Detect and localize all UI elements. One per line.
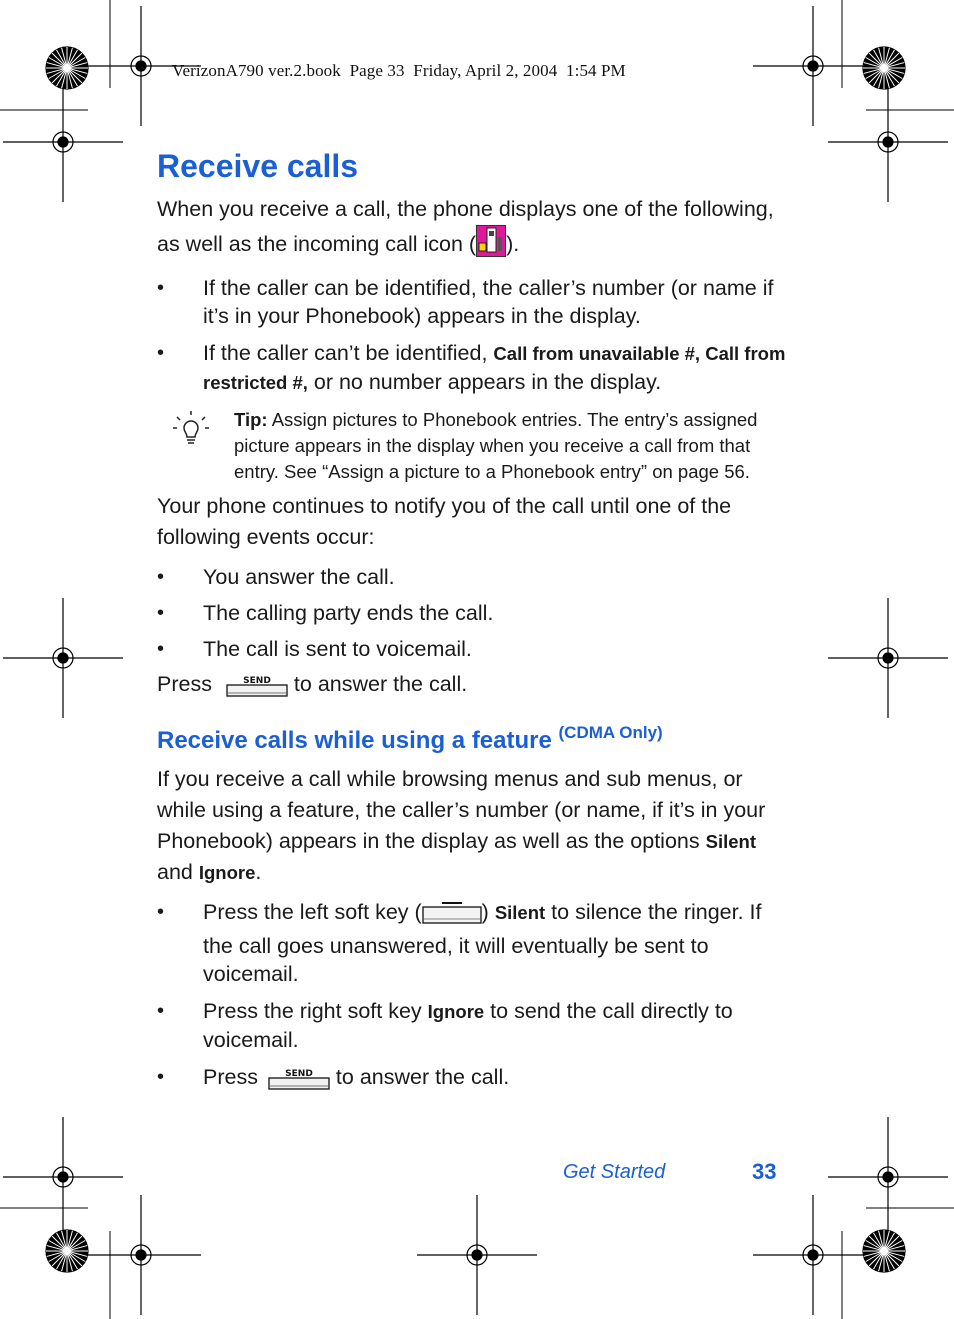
tip-label: Tip: bbox=[234, 409, 268, 430]
list-item-text-end: to send the call directly to voicemail. bbox=[203, 999, 733, 1052]
list-item bbox=[157, 274, 787, 330]
list-item bbox=[157, 339, 787, 397]
list-item-text-end: to answer the call. bbox=[329, 1065, 510, 1089]
footer-page-number: 33 bbox=[752, 1159, 777, 1184]
send-key-label: SEND bbox=[285, 1069, 313, 1079]
tip-box bbox=[157, 407, 787, 485]
page-body bbox=[157, 146, 787, 1097]
bullet: • bbox=[157, 638, 165, 660]
subheading bbox=[157, 718, 787, 756]
list-item-bold-text: Call from unavailable #, Call from restricted #, bbox=[203, 343, 786, 393]
registration-starburst bbox=[863, 47, 905, 89]
registration-crosshair bbox=[81, 1195, 201, 1315]
subheading-text: Receive calls while using a feature bbox=[157, 727, 559, 754]
footer-section-name: Get Started bbox=[563, 1161, 666, 1183]
list-item-text: Press the right soft key bbox=[203, 999, 428, 1023]
notify-paragraph: Your phone continues to notify you of the call until one of the following events occur: bbox=[157, 494, 732, 549]
list-item bbox=[157, 635, 787, 663]
send-key-icon bbox=[226, 675, 288, 706]
incoming-call-icon bbox=[476, 225, 506, 266]
registration-crosshair bbox=[828, 82, 948, 202]
registration-crosshair bbox=[417, 1195, 537, 1315]
ignore-option: Ignore bbox=[198, 862, 256, 883]
feature-actions-list bbox=[157, 898, 787, 1097]
intro-text: When you receive a call, the phone displays one of the following, as well as the incoming call icon ( bbox=[157, 197, 774, 256]
list-item-text-end: to silence the ringer. If the call goes unanswered, it will eventually be sent to voicemail. bbox=[203, 900, 762, 986]
send-key-label: SEND bbox=[243, 676, 271, 686]
feature-paragraph bbox=[157, 764, 787, 888]
press-text: Press bbox=[157, 672, 212, 696]
feature-text: If you receive a call while browsing menus and sub menus, or while using a feature, the caller’s number (or name, if it’s in your Phonebook) appears in the display as well as the options bbox=[157, 767, 766, 853]
send-key-icon bbox=[268, 1068, 330, 1097]
registration-crosshair bbox=[828, 598, 948, 718]
registration-crosshair bbox=[3, 1117, 123, 1237]
registration-crosshair bbox=[828, 1117, 948, 1237]
press-send-paragraph bbox=[157, 669, 787, 706]
list-item bbox=[157, 997, 787, 1054]
list-item-text-mid: ) bbox=[481, 900, 495, 924]
list-item bbox=[157, 1063, 787, 1097]
lightbulb-icon bbox=[171, 409, 211, 456]
list-item-text: The call is sent to voicemail. bbox=[203, 637, 472, 661]
list-item-text: If the caller can be identified, the caller’s number (or name if it’s in your Phonebook) appears in the display. bbox=[203, 276, 774, 328]
bullet: • bbox=[157, 901, 165, 923]
list-item-text: The calling party ends the call. bbox=[203, 601, 494, 625]
tip-text: Assign pictures to Phonebook entries. The entry’s assigned picture appears in the display when you receive a call from that entry. See “Assign a picture to a Phonebook entry” on page 56. bbox=[234, 409, 758, 482]
list-item bbox=[157, 563, 787, 591]
bullet: • bbox=[157, 602, 165, 624]
registration-crosshair bbox=[753, 1195, 873, 1315]
list-item-text: Press the left soft key ( bbox=[203, 900, 422, 924]
bullet: • bbox=[157, 342, 165, 364]
left-soft-key-icon bbox=[422, 901, 482, 932]
print-header-line: VerizonA790 ver.2.book Page 33 Friday, April 2, 2004 1:54 PM bbox=[172, 61, 626, 80]
registration-starburst bbox=[863, 1230, 905, 1272]
ignore-softkey-label: Ignore bbox=[427, 1001, 485, 1022]
caller-id-list bbox=[157, 274, 787, 397]
bullet: • bbox=[157, 277, 165, 299]
feature-end: . bbox=[255, 860, 262, 884]
list-item-text: If the caller can’t be identified, bbox=[203, 341, 494, 365]
page-title: Receive calls bbox=[157, 148, 359, 184]
list-item-text-end: or no number appears in the display. bbox=[307, 370, 662, 394]
registration-crosshair bbox=[3, 82, 123, 202]
list-item bbox=[157, 898, 787, 988]
registration-crosshair bbox=[3, 598, 123, 718]
registration-starburst bbox=[46, 1230, 88, 1272]
list-item-text: You answer the call. bbox=[203, 565, 395, 589]
intro-text-end: ). bbox=[506, 232, 520, 256]
subheading-note: (CDMA Only) bbox=[558, 723, 663, 742]
feature-and: and bbox=[157, 860, 199, 884]
silent-option: Silent bbox=[705, 831, 756, 852]
events-list bbox=[157, 563, 787, 663]
bullet: • bbox=[157, 566, 165, 588]
registration-crosshair bbox=[753, 6, 873, 126]
bullet: • bbox=[157, 1066, 165, 1088]
registration-starburst bbox=[46, 47, 88, 89]
intro-paragraph bbox=[157, 194, 787, 266]
silent-softkey-label: Silent bbox=[494, 902, 546, 923]
bullet: • bbox=[157, 1000, 165, 1022]
list-item bbox=[157, 599, 787, 627]
press-text-end: to answer the call. bbox=[287, 672, 468, 696]
list-item-text: Press bbox=[203, 1065, 264, 1089]
